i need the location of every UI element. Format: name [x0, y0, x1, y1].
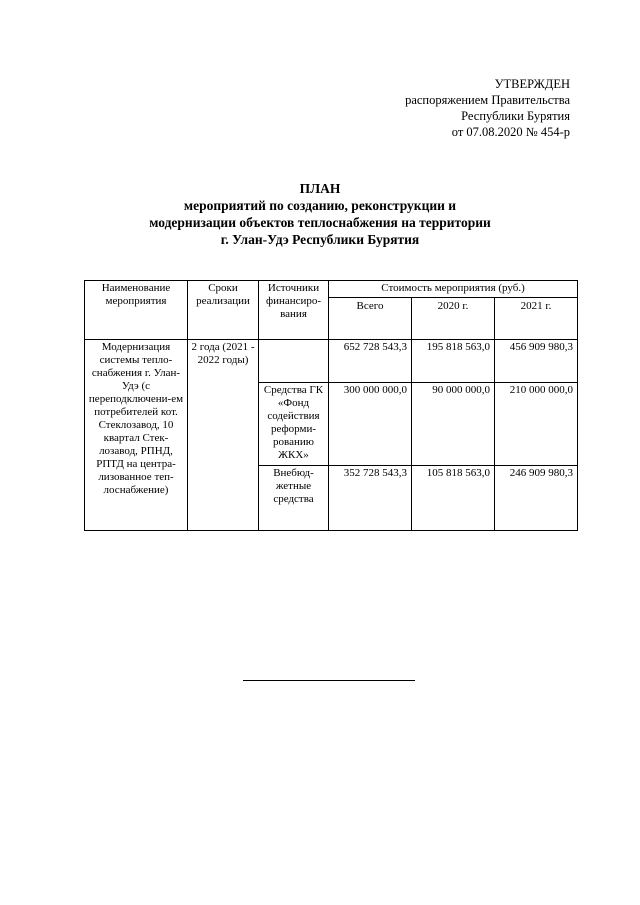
approval-line-2: распоряжением Правительства: [405, 93, 570, 107]
row-2-2021: 210 000 000,0: [495, 383, 578, 466]
header-sources: Источники финансиро-вания: [259, 281, 329, 340]
plan-table: [84, 280, 578, 531]
header-total: Всего: [329, 298, 412, 340]
title-line-4: г. Улан-Удэ Республики Бурятия: [220, 232, 420, 247]
measure-terms: 2 года (2021 - 2022 годы): [188, 340, 259, 531]
row-1-2020: 195 818 563,0: [412, 340, 495, 383]
header-terms: Сроки реализации: [188, 281, 259, 340]
approval-line-1: УТВЕРЖДЕН: [494, 77, 570, 91]
row-1-2021: 456 909 980,3: [495, 340, 578, 383]
title-line-2: мероприятий по созданию, реконструкции и: [183, 198, 457, 213]
approval-block: [405, 76, 570, 140]
row-3-2020: 105 818 563,0: [412, 466, 495, 531]
row-2-source: Средства ГК «Фонд содействия реформи-рованию ЖКХ»: [259, 383, 329, 466]
closing-rule: [243, 680, 415, 681]
table-row: [85, 340, 578, 383]
measure-name: Модернизация системы тепло-снабжения г. Улан-Удэ (с переподключени-ем потребителей кот. Стеклозавод, 10 квартал Стек-лозавод, РПНД, РПТД на центра-лизованное теп-лоснабжение): [85, 340, 188, 531]
title-line-1: ПЛАН: [299, 181, 341, 196]
header-name: Наименование мероприятия: [85, 281, 188, 340]
row-1-source: [259, 340, 329, 383]
header-2020: 2020 г.: [412, 298, 495, 340]
row-2-2020: 90 000 000,0: [412, 383, 495, 466]
document-title: [0, 180, 640, 248]
title-line-3: модернизации объектов теплоснабжения на территории: [149, 215, 491, 230]
row-2-total: 300 000 000,0: [329, 383, 412, 466]
approval-line-3: Республики Бурятия: [461, 109, 570, 123]
row-3-source: Внебюд-жетные средства: [259, 466, 329, 531]
header-row-1: [85, 281, 578, 298]
row-3-total: 352 728 543,3: [329, 466, 412, 531]
row-3-2021: 246 909 980,3: [495, 466, 578, 531]
row-1-total: 652 728 543,3: [329, 340, 412, 383]
approval-line-4: от 07.08.2020 № 454-р: [451, 125, 570, 139]
header-cost: Стоимость мероприятия (руб.): [329, 281, 578, 298]
header-2021: 2021 г.: [495, 298, 578, 340]
